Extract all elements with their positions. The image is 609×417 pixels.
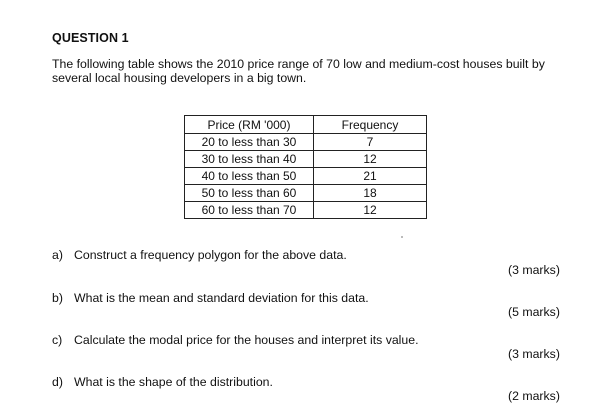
part-b-marks: (5 marks)	[508, 305, 560, 319]
part-d-marks: (2 marks)	[508, 389, 560, 403]
cell-price: 60 to less than 70	[185, 202, 314, 219]
part-a-label: a)	[52, 248, 63, 262]
cell-frequency: 18	[314, 185, 427, 202]
table-row	[185, 168, 427, 185]
header-frequency: Frequency	[314, 116, 427, 134]
cell-price: 40 to less than 50	[185, 168, 314, 185]
table-header-row	[185, 116, 427, 134]
table-row	[185, 185, 427, 202]
table-row	[185, 134, 427, 151]
cell-frequency: 12	[314, 151, 427, 168]
header-price: Price (RM '000)	[185, 116, 314, 134]
part-a-marks: (3 marks)	[508, 263, 560, 277]
frequency-table	[184, 115, 427, 219]
part-c-marks: (3 marks)	[508, 347, 560, 361]
cell-frequency: 7	[314, 134, 427, 151]
part-c-text: Calculate the modal price for the houses and interpret its value.	[74, 333, 419, 347]
part-c	[52, 333, 419, 347]
part-c-label: c)	[52, 333, 63, 347]
part-d	[52, 375, 273, 389]
question-intro: The following table shows the 2010 price range of 70 low and medium-cost houses built by several local housing developers in a big town.	[52, 57, 545, 85]
question-title: QUESTION 1	[52, 31, 129, 45]
cell-price: 50 to less than 60	[185, 185, 314, 202]
part-d-label: d)	[52, 375, 63, 389]
cell-price: 20 to less than 30	[185, 134, 314, 151]
cell-frequency: 21	[314, 168, 427, 185]
scan-speck	[401, 236, 403, 238]
cell-price: 30 to less than 40	[185, 151, 314, 168]
cell-frequency: 12	[314, 202, 427, 219]
part-b-label: b)	[52, 291, 63, 305]
part-b-text: What is the mean and standard deviation for this data.	[74, 291, 369, 305]
part-a-text: Construct a frequency polygon for the above data.	[74, 248, 347, 262]
part-a	[52, 248, 347, 262]
table-row	[185, 151, 427, 168]
part-b	[52, 291, 369, 305]
table-row	[185, 202, 427, 219]
part-d-text: What is the shape of the distribution.	[74, 375, 273, 389]
